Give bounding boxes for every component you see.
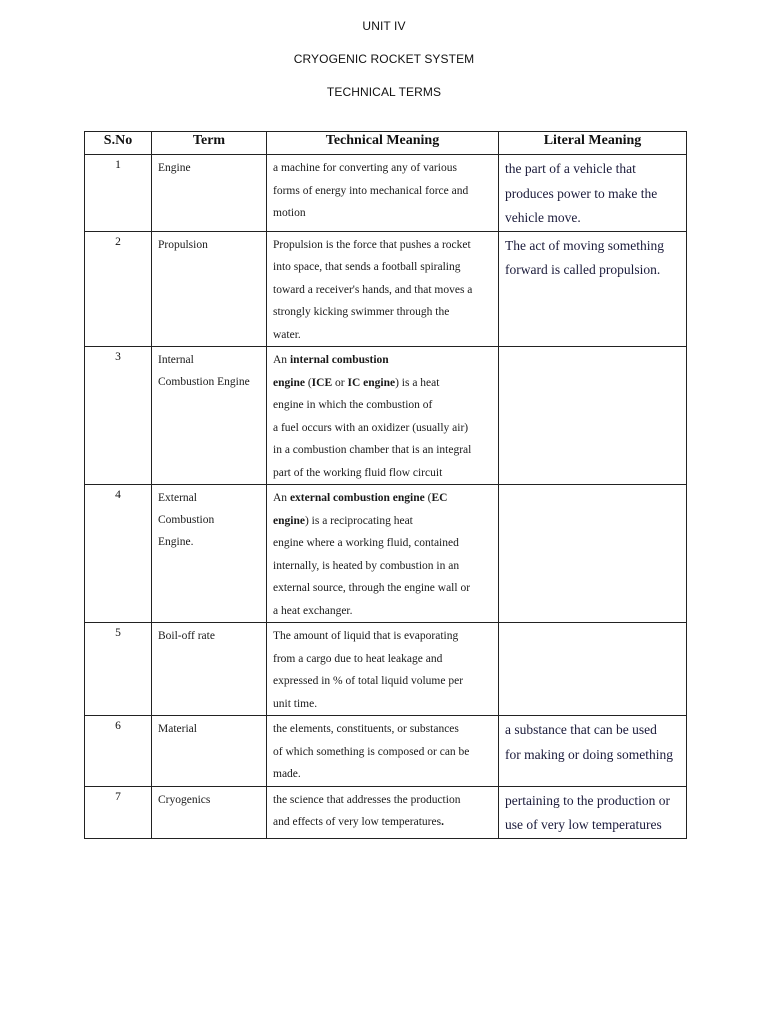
cell-technical-meaning: [267, 716, 499, 787]
literal-line: the part of a vehicle that: [505, 161, 636, 176]
technical-line: into space, that sends a football spiraling: [273, 261, 461, 273]
technical-line: a machine for converting any of various: [273, 162, 457, 174]
technical-segment: EC: [431, 492, 448, 504]
technical-segment: IC engine: [347, 376, 396, 389]
technical-line: [273, 349, 494, 372]
technical-line: [273, 600, 494, 623]
technical-line: [273, 487, 494, 510]
cell-term: [152, 231, 267, 347]
technical-line: the elements, constituents, or substances: [273, 723, 459, 735]
cell-technical-meaning: [267, 231, 499, 347]
technical-line: [273, 532, 494, 555]
technical-segment: external combustion engine: [289, 492, 425, 504]
technical-line: [273, 555, 494, 578]
term-line: Internal: [158, 354, 194, 366]
cell-literal-meaning: [499, 716, 687, 787]
technical-line: forms of energy into mechanical force and: [273, 184, 469, 197]
technical-segment: internal combustion: [289, 354, 389, 366]
cell-sno: 6: [85, 716, 152, 787]
technical-segment: or: [332, 376, 348, 389]
technical-segment: the science that addresses the production: [273, 793, 461, 806]
term-line: Boil-off rate: [158, 630, 215, 642]
technical-segment: a fuel occurs with an oxidizer (usually air): [273, 421, 469, 434]
term-line: Material: [158, 723, 197, 735]
technical-line: [273, 577, 494, 600]
technical-line: [273, 510, 494, 533]
cell-term: [152, 347, 267, 485]
technical-segment: engine: [273, 514, 305, 527]
technical-line: [273, 417, 494, 440]
cell-term: [152, 786, 267, 838]
cell-technical-meaning: [267, 786, 499, 838]
technical-segment: in a combustion chamber that is an integral: [273, 444, 472, 456]
technical-line: made.: [273, 768, 301, 780]
cell-technical-meaning: [267, 623, 499, 716]
technical-line: [273, 394, 494, 417]
literal-line: The act of moving something: [505, 237, 664, 253]
cell-literal-meaning: [499, 485, 687, 623]
document-title: CRYOGENIC ROCKET SYSTEM: [293, 52, 475, 66]
technical-line: of which something is composed or can be: [273, 745, 470, 758]
term-line: Combustion Engine: [158, 376, 250, 388]
unit-heading: UNIT IV: [362, 19, 406, 33]
table-header-row: [85, 132, 687, 155]
term-line: Engine.: [158, 536, 194, 548]
term-line: Combustion: [158, 514, 215, 526]
literal-line: forward is called propulsion.: [505, 262, 661, 277]
technical-segment: internally, is heated by combustion in an: [273, 559, 460, 572]
technical-line: [273, 372, 494, 395]
cell-sno: 1: [85, 155, 152, 232]
literal-line: pertaining to the production or: [505, 792, 670, 808]
term-line: Propulsion: [158, 238, 208, 251]
technical-segment: .: [441, 816, 444, 828]
technical-line: water.: [273, 328, 301, 341]
technical-segment: engine: [273, 376, 305, 389]
table-row: [85, 231, 687, 347]
technical-segment: engine in which the combustion of: [273, 399, 433, 411]
table-row: [85, 347, 687, 485]
technical-segment: An: [273, 354, 290, 366]
cell-technical-meaning: [267, 155, 499, 232]
technical-segment: ) is a reciprocating heat: [304, 514, 413, 527]
term-line: Cryogenics: [158, 793, 211, 806]
technical-line: [273, 789, 494, 812]
technical-line: [273, 439, 494, 462]
technical-line: [273, 462, 494, 485]
technical-line: from a cargo due to heat leakage and: [273, 652, 443, 665]
technical-line: The amount of liquid that is evaporating: [273, 630, 459, 642]
cell-term: [152, 623, 267, 716]
technical-segment: external source, through the engine wall or: [273, 582, 471, 594]
header-sno: S.No: [85, 132, 152, 155]
cell-literal-meaning: [499, 231, 687, 347]
technical-line: unit time.: [273, 697, 318, 710]
technical-segment: (: [424, 492, 432, 504]
cell-sno: 5: [85, 623, 152, 716]
table-row: [85, 716, 687, 787]
cell-sno: 4: [85, 485, 152, 623]
term-line: Engine: [158, 162, 191, 174]
table-row: [85, 485, 687, 623]
cell-technical-meaning: [267, 347, 499, 485]
technical-segment: ) is a heat: [395, 376, 440, 389]
literal-line: use of very low temperatures: [505, 817, 662, 832]
cell-literal-meaning: [499, 155, 687, 232]
header-technical-meaning: Technical Meaning: [267, 132, 499, 155]
cell-technical-meaning: [267, 485, 499, 623]
cell-sno: 3: [85, 347, 152, 485]
technical-segment: engine where a working fluid, contained: [273, 537, 459, 549]
technical-line: motion: [273, 207, 306, 219]
cell-term: [152, 716, 267, 787]
technical-line: strongly kicking swimmer through the: [273, 306, 450, 318]
section-subtitle: TECHNICAL TERMS: [326, 85, 442, 99]
cell-sno: 7: [85, 786, 152, 838]
header-term: Term: [152, 132, 267, 155]
literal-line: vehicle move.: [505, 210, 581, 225]
table-row: [85, 786, 687, 838]
cell-literal-meaning: [499, 786, 687, 838]
cell-term: [152, 485, 267, 623]
literal-line: for making or doing something: [505, 746, 673, 762]
cell-literal-meaning: [499, 623, 687, 716]
technical-segment: (: [304, 376, 312, 389]
header-literal-meaning: Literal Meaning: [499, 132, 687, 155]
technical-segment: part of the working fluid flow circuit: [273, 466, 443, 479]
cell-term: [152, 155, 267, 232]
technical-segment: An: [273, 492, 290, 504]
table-row: [85, 623, 687, 716]
term-line: External: [158, 492, 197, 504]
literal-line: produces power to make the: [505, 185, 658, 201]
technical-line: Propulsion is the force that pushes a rocket: [273, 238, 471, 251]
technical-line: toward a receiver's hands, and that moves a: [273, 283, 473, 296]
technical-segment: and effects of very low temperatures: [273, 816, 442, 828]
technical-line: [273, 811, 494, 834]
table-row: [85, 155, 687, 232]
technical-terms-table: [84, 131, 687, 839]
literal-line: a substance that can be used: [505, 722, 657, 737]
table-body: [85, 155, 687, 839]
technical-segment: a heat exchanger.: [273, 604, 353, 617]
technical-segment: ICE: [311, 376, 333, 389]
cell-literal-meaning: [499, 347, 687, 485]
cell-sno: 2: [85, 231, 152, 347]
technical-line: expressed in % of total liquid volume per: [273, 675, 464, 687]
